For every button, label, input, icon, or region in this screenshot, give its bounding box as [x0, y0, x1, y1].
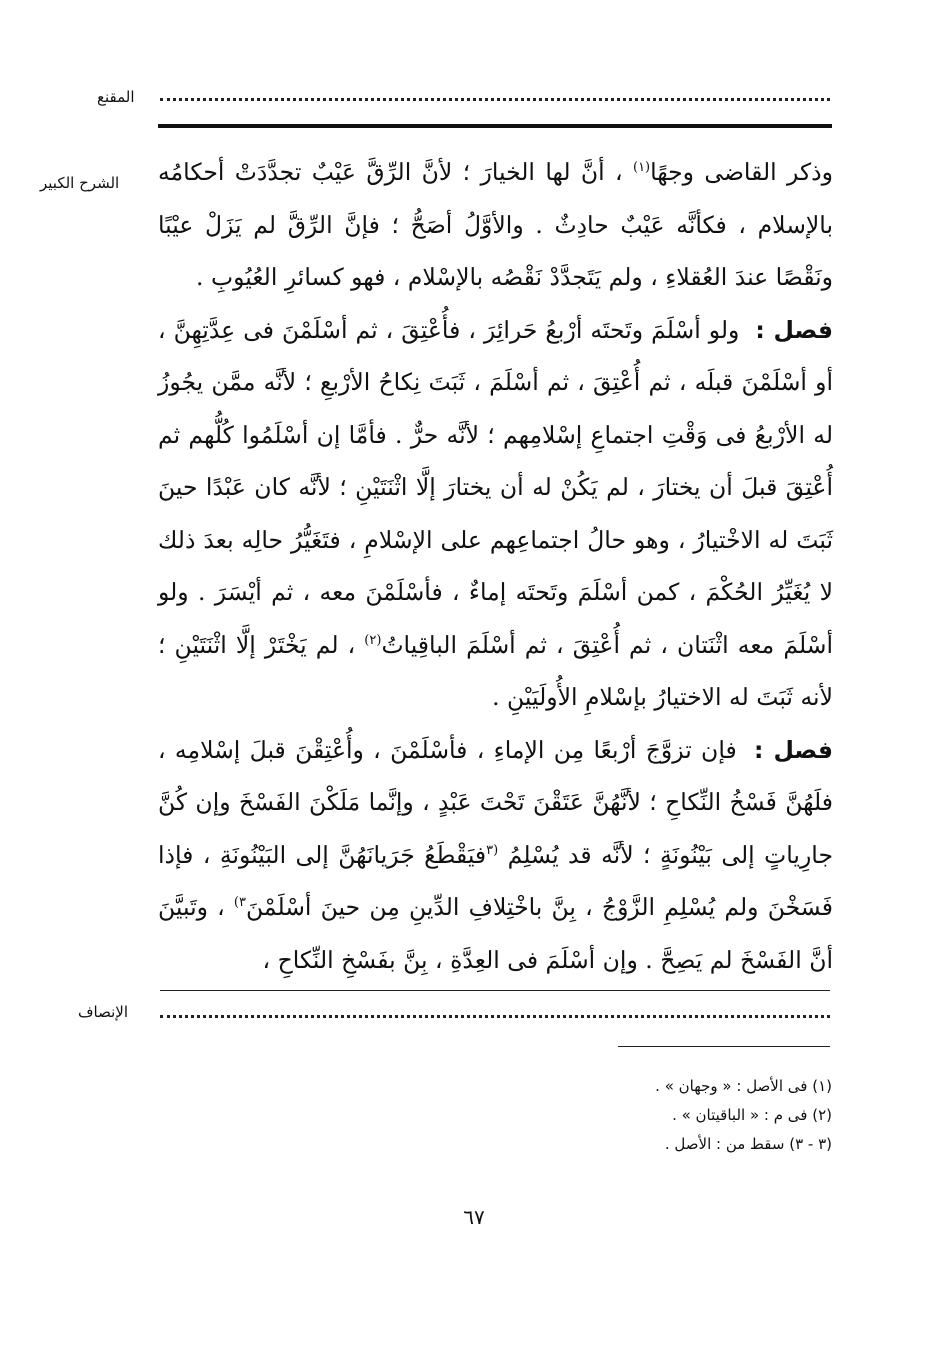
paragraph-1-text-a: وذكر القاضى وجهًا — [650, 158, 833, 186]
paragraph-2 — [158, 304, 833, 724]
header-dotted-line — [160, 88, 830, 101]
paragraph-1 — [158, 146, 833, 304]
header-rule — [158, 124, 832, 128]
footnote-1: (١) فى الأصل : « وجهان » . — [655, 1077, 832, 1095]
commentary-label: الشرح الكبير — [40, 174, 120, 192]
book-label-muqni: المقنع — [97, 88, 135, 106]
paragraph-2-text-a: ولو أسْلَمَ وتَحتَه أرْبعُ حَرائِرَ ، فأُعْتِقَ ، ثم أسْلَمْنَ فى عِدَّتِهِنَّ ، أو أسْلَمْنَ قبلَه ، ثم أُعْتِقَ ، ثم أسْلَمَ ، ثَبَتَ نِكاحُ الأرْبعِ ؛ لأنَّه ممَّن يجُوزُ له الأرْبعُ فى وَقْتِ اجتماعِ إسْلامِهم ؛ لأنَّه حرٌّ . فأمَّا إن أسْلَمُوا كُلُّهم ثم أُعْتِقَ قبلَ أن يختارَ ، لم يَكُنْ له أن يختارَ إلَّا اثْنَتَيْنِ ؛ لأنَّه كان عَبْدًا حينَ ثَبَتَ له الاخْتيارُ ، وهو حالُ اجتماعِهم على الإسْلامِ ، فتَغَيُّرُ حالِه بعدَ ذلك لا يُغَيِّرُ الحُكْمَ ، كمن أسْلَمَ وتَحتَه إماءٌ ، فأسْلَمْنَ معه ، ثم أيْسَرَ . ولو أسْلَمَ معه اثْنَتان ، ثم أُعْتِقَ ، ثم أسْلَمَ الباقِياتُ — [158, 315, 833, 659]
footnote-2: (٢) فى م : « الباقيتان » . — [672, 1106, 832, 1124]
main-text — [158, 146, 833, 986]
paragraph-1-text-b: ، أنَّ لها الخيارَ ؛ لأنَّ الرِّقَّ عَيْبٌ تجدَّدَتْ أحكامُه بالإسلام ، فكأنَّه عَيْبٌ حادِثٌ . والأوَّلُ أصَحُّ ؛ فإنَّ الرِّقَّ لم يَزَلْ عيْبًا ونَقْصًا عندَ العُقلاءِ ، ولم يَتَجدَّدْ نَقْصُه بالإسْلام ، فهو كسائرِ العُيُوبِ . — [158, 158, 833, 291]
footnote-mark-2: (٢) — [364, 632, 382, 648]
paragraph-2-text-b: ، لم يَخْتَرْ إلَّا اثْنَتَيْنِ ؛ لأنه ثَبَتَ له الاختيارُ بإسْلامِ الأُولَيَيْنِ . — [158, 630, 833, 711]
footnote-separator — [618, 1046, 830, 1047]
insaf-rule — [160, 990, 830, 991]
paragraph-3-text-c: ، وتَبيَّنَ أنَّ الفَسْخَ لم يَصِحَّ . وإن أسْلَمَ فى العِدَّةِ ، بِنَّ بفَسْخِ النِّكاحِ ، — [158, 893, 833, 974]
page-number: ٦٧ — [463, 1205, 485, 1229]
paragraph-3-text-a: فإن تزوَّجَ أرْبعًا مِن الإماءِ ، فأسْلَمْنَ ، وأُعْتِقْنَ قبلَ إسْلامِه ، فلَهُنَّ فَسْخُ النِّكاحِ ؛ لأنَّهُنَّ عَتَقْنَ تَحْتَ عَبْدٍ ، وإنَّما مَلَكْنَ الفَسْخَ وإن كُنَّ جارِياتٍ إلى بَيْنُونَةٍ ؛ لأنَّه قد يُسْلِمُ — [158, 735, 833, 869]
section-heading-3: فصل : — [754, 735, 833, 764]
footnote-mark-3-open: (٣ — [486, 842, 499, 858]
insaf-dotted-line — [160, 1005, 830, 1018]
section-heading-2: فصل : — [755, 315, 833, 344]
footnote-3: (٣ - ٣) سقط من : الأصل . — [664, 1135, 832, 1153]
insaf-label: الإنصاف — [78, 1003, 129, 1021]
paragraph-3-text-b: فيَقْطَعُ جَرَيانَهُنَّ إلى البَيْنُونَةِ ، فإذا فَسَخْنَ ولم يُسْلِمِ الزَّوْجُ ، بِنَّ باخْتِلافِ الدِّينِ مِن حينَ أسْلَمْنَ — [158, 840, 833, 921]
footnotes — [560, 1072, 832, 1159]
footnote-mark-3-close: ٣) — [233, 895, 246, 911]
paragraph-3 — [158, 724, 833, 987]
footnote-mark-1: (١) — [632, 160, 651, 176]
